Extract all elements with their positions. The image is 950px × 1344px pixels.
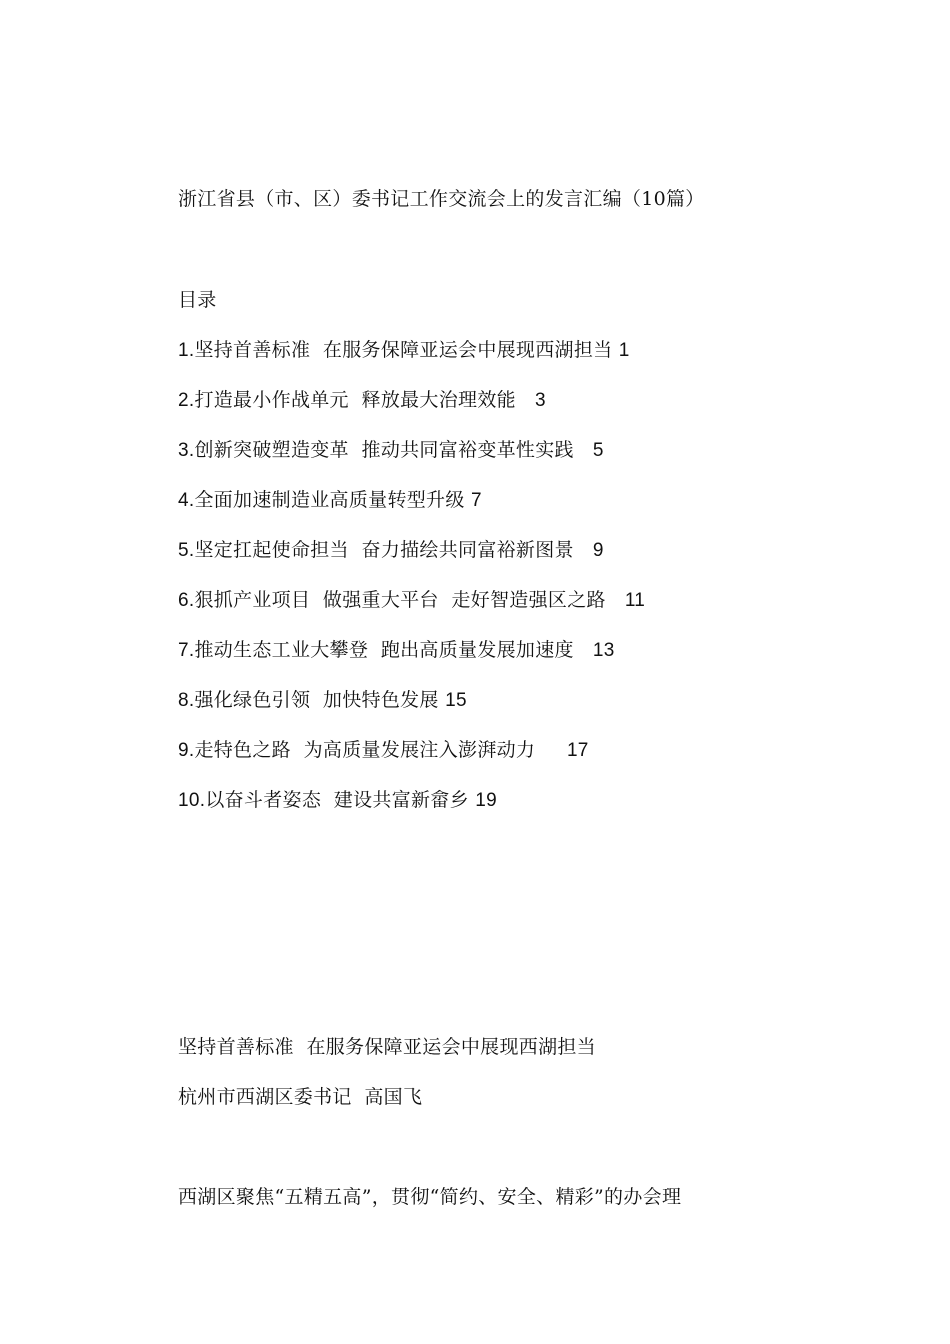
- toc-item-page: 7: [471, 490, 482, 511]
- toc-item-page: 11: [624, 590, 646, 611]
- toc-item[interactable]: [178, 587, 645, 614]
- toc-item-page: 19: [475, 790, 497, 811]
- toc-item-page: 17: [566, 740, 589, 761]
- toc-item-page: 15: [445, 690, 467, 711]
- article-body-text: 西湖区聚焦“五精五高”，贯彻“简约、安全、精彩”的办会理: [178, 1186, 682, 1208]
- toc-item[interactable]: [178, 687, 467, 714]
- toc-item[interactable]: [178, 337, 630, 364]
- toc-item[interactable]: [178, 537, 604, 564]
- toc-item[interactable]: [178, 387, 546, 414]
- toc-item-text: 以奋斗者姿态 建设共富新畲乡: [205, 789, 476, 811]
- toc-item-text: 推动生态工业大攀登 跑出高质量发展加速度: [194, 639, 593, 661]
- toc-item-page: 1: [618, 340, 630, 361]
- toc-item-page: 9: [592, 540, 604, 561]
- toc-item-number: 9.: [178, 740, 195, 761]
- toc-item-number: 3.: [178, 440, 195, 461]
- toc-item-text: 创新突破塑造变革 推动共同富裕变革性实践: [194, 439, 593, 461]
- toc-item-number: 1.: [178, 340, 195, 361]
- article-author: 杭州市西湖区委书记 高国飞: [178, 1086, 423, 1108]
- toc-item-page: 13: [592, 640, 615, 661]
- toc-item[interactable]: [178, 637, 615, 664]
- toc-item-number: 8.: [178, 690, 195, 711]
- toc-item[interactable]: [178, 437, 604, 464]
- toc-item-number: 10.: [178, 790, 206, 811]
- toc-item-text: 打造最小作战单元 释放最大治理效能: [194, 389, 535, 411]
- toc-item-number: 5.: [178, 540, 195, 561]
- toc-item-number: 2.: [178, 390, 195, 411]
- article-title: 坚持首善标准 在服务保障亚运会中展现西湖担当: [178, 1036, 596, 1058]
- toc-item-text: 坚定扛起使命担当 奋力描绘共同富裕新图景: [194, 539, 593, 561]
- toc-item-number: 7.: [178, 640, 195, 661]
- toc-item-number: 6.: [178, 590, 195, 611]
- toc-item-text: 全面加速制造业高质量转型升级: [194, 489, 471, 511]
- toc-item[interactable]: [178, 737, 589, 764]
- toc-heading: 目录: [178, 289, 217, 311]
- toc-item-text: 强化绿色引领 加快特色发展: [194, 689, 446, 711]
- toc-item[interactable]: [178, 787, 497, 814]
- toc-item[interactable]: [178, 487, 482, 514]
- toc-item-text: 狠抓产业项目 做强重大平台 走好智造强区之路: [194, 589, 625, 611]
- document-title: 浙江省县（市、区）委书记工作交流会上的发言汇编（10篇）: [178, 188, 705, 210]
- toc-item-text: 走特色之路 为高质量发展注入澎湃动力: [194, 739, 567, 761]
- toc-item-page: 3: [534, 390, 546, 411]
- toc-item-text: 坚持首善标准 在服务保障亚运会中展现西湖担当: [194, 339, 619, 361]
- toc-item-number: 4.: [178, 490, 195, 511]
- toc-item-page: 5: [592, 440, 604, 461]
